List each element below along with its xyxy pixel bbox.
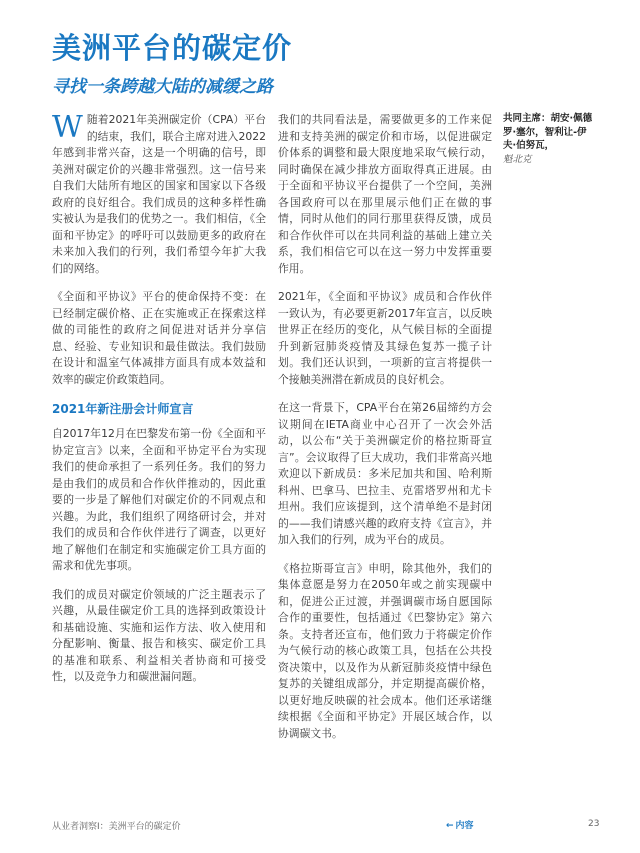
left-column: [52, 112, 266, 698]
mission-paragraph: 《全面和平协议》平台的使命保持不变：在已经制定碳价格、正在实施或正在探索这样做的司能性的政府之间促进对话并分享信息、经验、专业知识和最佳做法。我们鼓励在设计和温室气体减排方面具有成本效益和效率的碳定价政策趋同。: [52, 290, 266, 386]
drop-cap: W: [52, 110, 83, 145]
interests-paragraph: 我们的成员对碳定价领域的广泛主题表示了兴趣，从最佳碳定价工具的选择到政策设计和基础设施、实施和运作方法、收入使用和分配影响、衡量、报告和核实、碳定价工具的基准和联系、利益相关者协商和可接受性，以及竞争力和碳泄漏问题。: [52, 587, 266, 683]
common-view-paragraph: 我们的共同看法是，需要做更多的工作来促进和支持美洲的碳定价和市场，以促进碳定价体系的调整和最大限度地采取气候行动，同时确保在减少排放方面取得真正进展。由于全面和平协议平台提供了一个空间，美洲各国政府可以在那里展示他们正在做的事情，同时从他们的同行那里获得反馈，成员和合作伙伴可以在共同利益的基础上建立关系，我们相信它可以在这一努力中发挥重要作用。: [278, 113, 492, 275]
section-heading: 2021年新注册会计师宣言: [52, 402, 194, 416]
arrow-left-icon: ←: [446, 821, 454, 831]
footer-title: 从业者洞察I：美洲平台的碳定价: [52, 822, 181, 832]
middle-column: [278, 112, 492, 754]
history-paragraph: 自2017年12月在巴黎发布第一份《全面和平协定宣言》以来，全面和平协定平台为实现我们的使命承担了一系列任务。我们的努力是由我们的成员和合作伙伴推动的，因此重要的一步是了解他们对碳定价的不同观点和兴趣。为此，我们组织了网络研讨会，并对我们的成员和合作伙伴进行了调查，以更好地了解他们在制定和实施碳定价工具方面的需求和优先事项。: [52, 427, 266, 572]
page-title: 美洲平台的碳定价: [52, 31, 293, 65]
update-paragraph: 2021年，《全面和平协议》成员和合作伙伴一致认为，有必要更新2017年宣言，以反映世界正在经历的变化，从气候目标的全面提升到新冠肺炎疫情及其绿色复苏一揽子计划。我们还认识到，一项新的宣言将提供一个接触美洲潜在新成员的良好机会。: [278, 290, 492, 386]
intro-paragraph: [52, 112, 266, 277]
intro-paragraph-text: 随着2021年美洲碳定价（CPA）平台的结束，我们，联合主席对进入2022年感到非常兴奋，这是一个明确的信号，即美洲对碳定价的兴趣非常强烈。这一信号来自我们大陆所有地区的国家和国家以下各级政府的良好组合。我们成员的这种多样性确实被认为是我们的优势之一。我们相信，《全面和平协定》的呼吁可以鼓励更多的政府在未来加入我们的行列，我们希望今年扩大我们的网络。: [52, 113, 266, 275]
contents-link[interactable]: [446, 818, 474, 831]
co-chairs-label: 共同主席：胡安·佩德罗·塞尔，智利让-伊夫·伯努瓦，: [503, 113, 593, 151]
glasgow-event-paragraph: 在这一背景下，CPA平台在第26届缔约方会议期间在IETA商业中心召开了一次会外活动，以公布“关于美洲碳定价的格拉斯哥宣言”。会议取得了巨大成功，我们非常高兴地欢迎以下新成员：多米尼加共和国、哈利斯科州、巴拿马、巴拉圭、克雷塔罗州和尤卡坦州。我们应该提到，这个清单绝不是封闭的——我们请感兴趣的政府支持《宣言》，并加入我们的行列，成为平台的成员。: [278, 401, 492, 546]
co-chairs-sidebar: [503, 112, 595, 166]
glasgow-declaration-paragraph: 《格拉斯哥宣言》申明，除其他外，我们的集体意愿是努力在2050年或之前实现碳中和，促进公正过渡，并强调碳市场自愿国际合作的重要性，包括通过《巴黎协定》第六条。支持者还宣布，他们致力于将碳定价作为气候行动的核心政策工具，包括在公共投资决策中，以及作为从新冠肺炎疫情中绿色复苏的关键组成部分，并定期提高碳价格，以更好地反映碳的社会成本。他们还承诺继续根据《全面和平协定》开展区域合作，以协调碳文书。: [278, 561, 492, 740]
co-chairs-region: 魁北克: [503, 153, 532, 165]
page-subtitle: 寻找一条跨越大陆的减缓之路: [52, 77, 273, 97]
contents-link-label: 内容: [455, 821, 474, 831]
page-number: 23: [588, 819, 600, 829]
